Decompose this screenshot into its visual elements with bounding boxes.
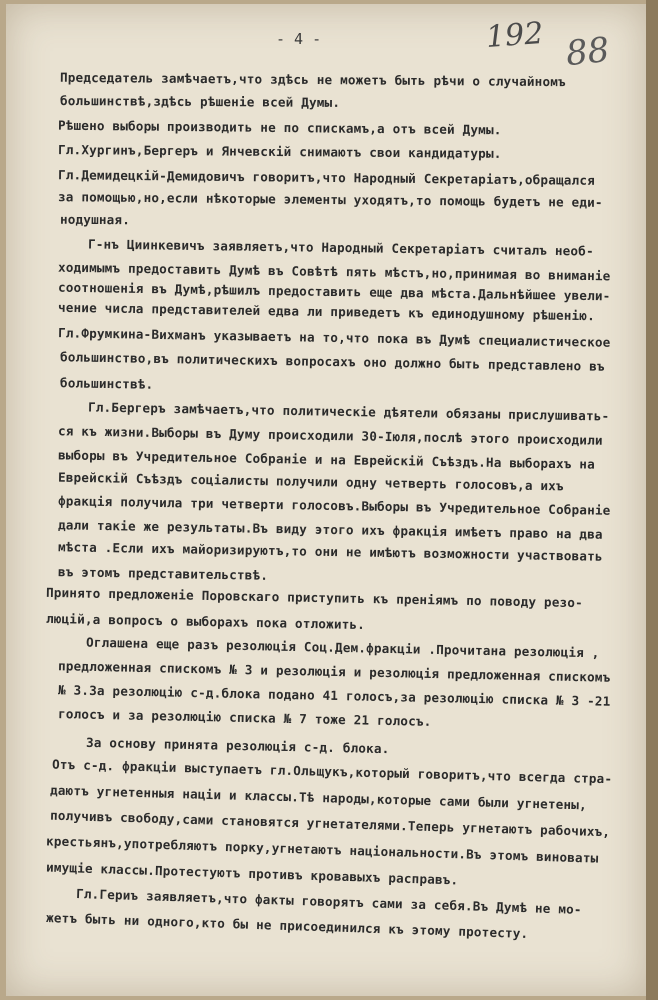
text-line: Принято предложеніе Поровскаго приступить къ преніямъ по поводу резо- — [45, 584, 584, 611]
text-line: за помощью,но,если нѣкоторые элементы уходятъ,то помощь будетъ не еди- — [57, 189, 603, 210]
text-line: Гл.Демидецкій-Демидовичъ говоритъ,что Народный Секретаріатъ,обращался — [57, 167, 596, 188]
text-line: голосъ и за резолюцію списка № 7 тоже 21 голосъ. — [57, 706, 432, 729]
text-line: крестьянъ,употребляютъ порку,угнетаютъ національности.Въ этомъ виноваты — [45, 833, 599, 866]
text-line: Гл.Фрумкина-Вихманъ указываетъ на то,что пока въ Думѣ специалистическое — [57, 325, 611, 350]
text-line: чение числа представителей едва ли приведетъ къ единодушному рѣшенію. — [57, 299, 596, 324]
text-line: Гл.Бергеръ замѣчаетъ,что политическіе дѣятели обязаны прислушивать- — [87, 399, 610, 424]
text-line: большинство,въ политическихъ вопросахъ оно должно быть представлено въ — [59, 349, 605, 374]
text-line: Гл.Хургинъ,Бергеръ и Янчевскій снимаютъ свои кандидатуры. — [57, 142, 502, 161]
text-line: дали такіе же результаты.Въ виду этого ихъ фракція имѣетъ право на два — [57, 517, 603, 542]
text-line: жетъ быть ни одного,кто бы не присоединился къ этому протесту. — [45, 910, 529, 941]
archive-number: 192 — [484, 16, 545, 55]
text-line: Председатель замѣчаетъ,что здѣсь не можетъ быть рѣчи о случайномъ — [59, 69, 566, 90]
document-page — [6, 4, 646, 996]
text-line: предложенная спискомъ № 3 и резолюція и резолюція предложенная спискомъ — [57, 658, 611, 685]
text-line: нодушная. — [59, 211, 131, 228]
text-line: Отъ с-д. фракціи выступаетъ гл.Ольщукъ,который говоритъ,что всегда стра- — [51, 756, 613, 787]
text-line: Рѣшено выборы производить не по спискамъ,а отъ всей Думы. — [57, 117, 502, 138]
text-line: Г-нъ Циинкевичъ заявляетъ,что Народный Секретаріатъ считалъ необ- — [87, 236, 594, 259]
text-line: большинствѣ. — [59, 375, 154, 392]
text-line: Гл.Гериъ заявляетъ,что факты говорятъ сами за себя.Въ Думѣ не мо- — [75, 886, 582, 917]
page-edge — [646, 0, 658, 1000]
text-line: За основу принята резолюція с-д. блока. — [85, 734, 390, 757]
text-line: Оглашена еще разъ резолюція Соц.Дем.фракціи .Прочитана резолюція , — [85, 634, 600, 661]
text-line: даютъ угнетенныя націи и классы.Тѣ народы,которые сами были угнетены, — [49, 782, 588, 813]
text-line: выборы въ Учредительное Собраніе и на Еврейскій Съѣздъ.На выборахъ на — [57, 447, 596, 472]
archive-number-secondary: 88 — [564, 29, 612, 75]
page-number: - 4 - — [276, 30, 322, 48]
text-line: соотношенія въ Думѣ,рѣшилъ предоставить еще два мѣста.Дальнѣйшее увели- — [57, 279, 611, 304]
text-line: люцій,а вопросъ о выборахъ пока отложить. — [45, 610, 366, 633]
text-line: большинствѣ,здѣсь рѣшеніе всей Думы. — [59, 93, 341, 110]
text-line: мѣста .Если ихъ майоризируютъ,то они не имѣютъ возможности участвовать — [57, 539, 603, 564]
text-line: получивъ свободу,сами становятся угнетателями.Теперь угнетаютъ рабочихъ, — [49, 807, 611, 840]
text-line: имущіе классы.Протестуютъ противъ кровавыхъ расправъ. — [45, 859, 459, 888]
text-line: ходимымъ предоставить Думѣ въ Совѣтѣ пять мѣстъ,но,принимая во вниманіе — [57, 259, 611, 284]
text-line: Еврейскій Съѣздъ соціалисты получили одну четверть голосовъ,а ихъ — [57, 469, 564, 494]
text-line: фракція получила три четверти голосовъ.Выборы въ Учредительное Собраніе — [57, 493, 611, 518]
text-line: въ этомъ представительствѣ. — [57, 564, 269, 583]
text-line: № 3.За резолюцію с-д.блока подано 41 голосъ,за резолюцію списка № 3 -21 — [57, 682, 611, 709]
text-line: ся къ жизни.Выборы въ Думу происходили 30-Іюля,послѣ этого происходили — [57, 423, 603, 448]
